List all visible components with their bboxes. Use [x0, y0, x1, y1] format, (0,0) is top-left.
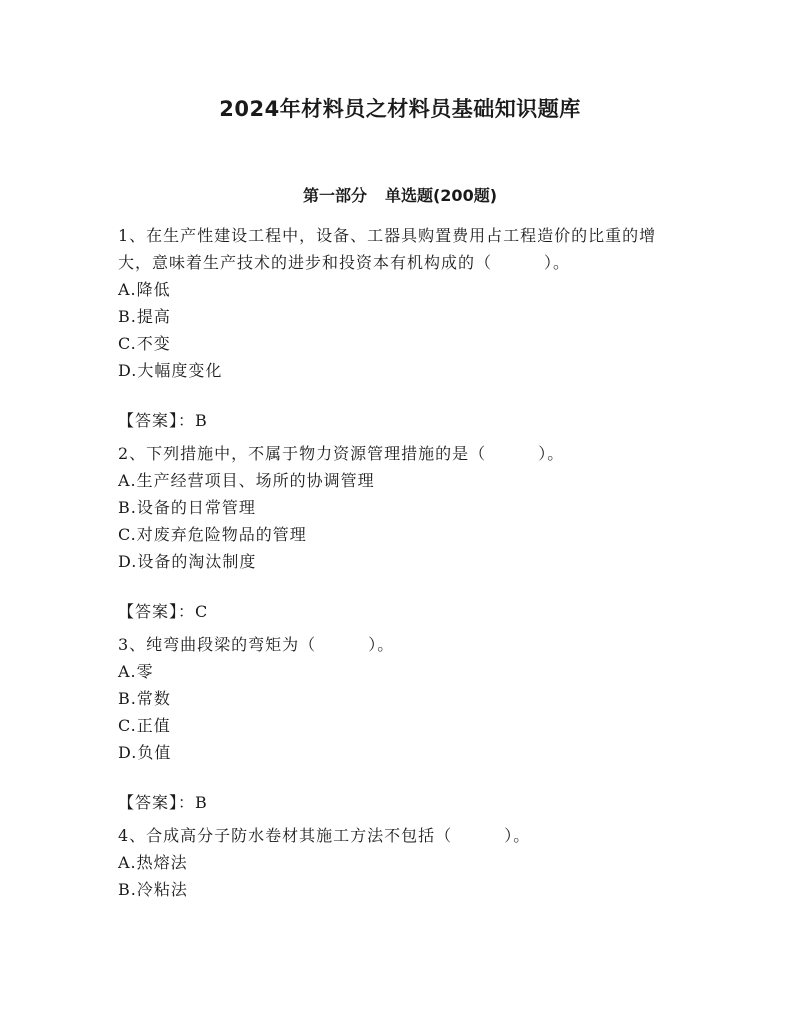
option-a: A.零: [118, 662, 154, 681]
section-part: 第一部分: [302, 186, 367, 205]
answer-value: C: [195, 602, 209, 621]
question-stem: 1、在生产性建设工程中，设备、工器具购置费用占工程造价的比重的增大，意味着生产技术的进步和投资本有机构成的（ ）。: [118, 226, 657, 272]
question-1: [118, 222, 684, 434]
section-title: [0, 184, 800, 208]
question-stem: 3、纯弯曲段梁的弯矩为（ ）。: [118, 635, 395, 654]
question-list: [118, 222, 684, 903]
option-b: B.提高: [118, 307, 171, 326]
document-title: 2024年材料员之材料员基础知识题库: [219, 97, 581, 121]
answer-value: B: [195, 411, 208, 430]
option-a: A.生产经营项目、场所的协调管理: [118, 471, 375, 490]
option-b: B.常数: [118, 689, 171, 708]
section-name: 单选题(200题): [384, 186, 498, 205]
option-d: D.负值: [118, 743, 172, 762]
option-c: C.不变: [118, 334, 171, 353]
answer-value: B: [195, 793, 208, 812]
option-a: A.降低: [118, 280, 171, 299]
option-c: C.正值: [118, 716, 171, 735]
option-b: B.设备的日常管理: [118, 498, 256, 517]
answer-line: 【答案】：C: [118, 602, 209, 621]
option-d: D.设备的淘汰制度: [118, 552, 257, 571]
option-b: B.冷粘法: [118, 880, 188, 899]
question-3: [118, 631, 684, 816]
question-4: [118, 822, 684, 903]
question-stem: 4、合成高分子防水卷材其施工方法不包括（ ）。: [118, 826, 531, 845]
option-d: D.大幅度变化: [118, 361, 223, 380]
option-a: A.热熔法: [118, 853, 188, 872]
question-stem: 2、下列措施中，不属于物力资源管理措施的是（ ）。: [118, 444, 565, 463]
answer-line: 【答案】：B: [118, 793, 208, 812]
answer-line: 【答案】：B: [118, 411, 208, 430]
option-c: C.对废弃危险物品的管理: [118, 525, 307, 544]
question-2: [118, 440, 684, 625]
